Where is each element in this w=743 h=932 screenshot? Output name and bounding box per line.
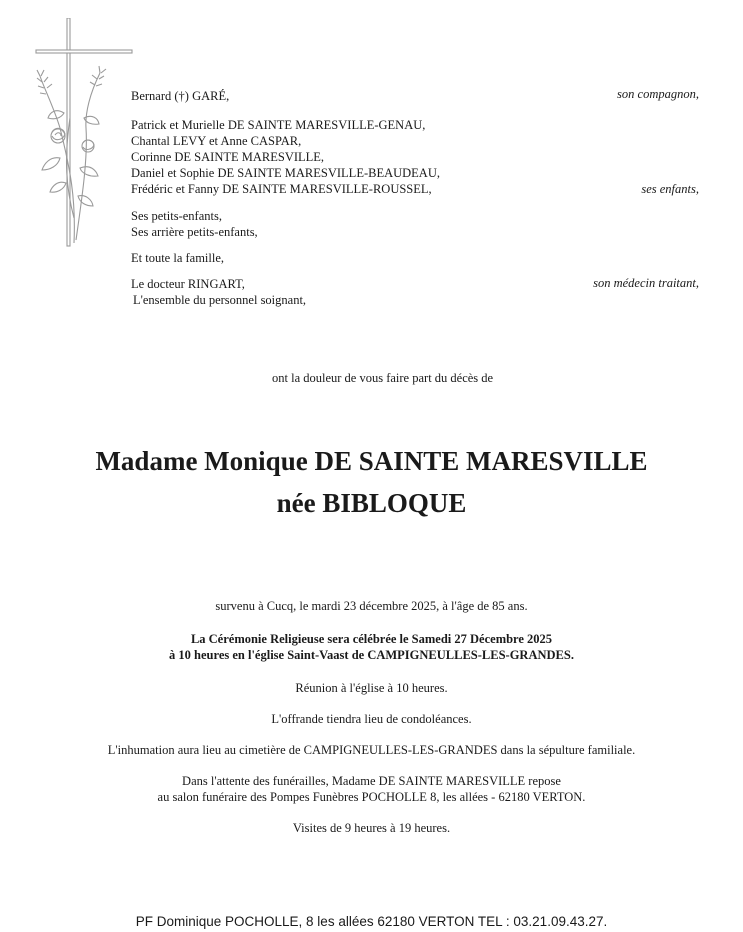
burial-info: L'inhumation aura lieu au cimetière de CAMPIGNEULLES-LES-GRANDES dans la sépulture familiale.	[107, 743, 636, 757]
child-entry: Chantal LEVY et Anne CASPAR,	[131, 134, 302, 148]
staff: L'ensemble du personnel soignant,	[133, 293, 307, 307]
children-list	[131, 117, 440, 197]
rest-line-2: au salon funéraire des Pompes Funèbres POCHOLLE 8, les allées - 62180 VERTON.	[157, 790, 586, 804]
child-entry: Corinne DE SAINTE MARESVILLE,	[131, 150, 325, 164]
ceremony-line-1: La Cérémonie Religieuse sera célébrée le Samedi 27 Décembre 2025	[190, 632, 553, 646]
meeting-info: Réunion à l'église à 10 heures.	[295, 681, 448, 695]
rest-line-1: Dans l'attente des funérailles, Madame DE SAINTE MARESVILLE repose	[182, 774, 561, 788]
child-entry: Daniel et Sophie DE SAINTE MARESVILLE-BEAUDEAU,	[131, 166, 440, 180]
doctor-role: son médecin traitant,	[593, 276, 699, 290]
funeral-home-footer: PF Dominique POCHOLLE, 8 les allées 62180 VERTON TEL : 03.21.09.43.27.	[135, 914, 608, 929]
cross-icon	[30, 18, 140, 248]
offering-info: L'offrande tiendra lieu de condoléances.	[271, 712, 472, 726]
announcement: ont la douleur de vous faire part du décès de	[272, 371, 494, 385]
grandchildren-list	[131, 208, 258, 240]
child-entry: Patrick et Murielle DE SAINTE MARESVILLE-GENAU,	[131, 118, 426, 132]
deceased-name: Madame Monique DE SAINTE MARESVILLE	[95, 446, 648, 476]
deceased-birth-name: née BIBLOQUE	[276, 488, 467, 518]
grandchildren-entry: Ses petits-enfants,	[131, 209, 222, 223]
ceremony-line-2: à 10 heures en l'église Saint-Vaast de CAMPIGNEULLES-LES-GRANDES.	[169, 648, 574, 662]
family-bernard: Bernard (†) GARÉ,	[131, 89, 230, 103]
family-bernard-role: son compagnon,	[617, 87, 699, 101]
death-info: survenu à Cucq, le mardi 23 décembre 2025, à l'âge de 85 ans.	[215, 599, 528, 613]
grandchildren-entry: Ses arrière petits-enfants,	[131, 225, 258, 239]
visits-info: Visites de 9 heures à 19 heures.	[292, 821, 451, 835]
doctor: Le docteur RINGART,	[131, 277, 245, 291]
children-role: ses enfants,	[641, 182, 699, 196]
child-entry: Frédéric et Fanny DE SAINTE MARESVILLE-ROUSSEL,	[131, 182, 432, 196]
family-all: Et toute la famille,	[131, 251, 225, 265]
